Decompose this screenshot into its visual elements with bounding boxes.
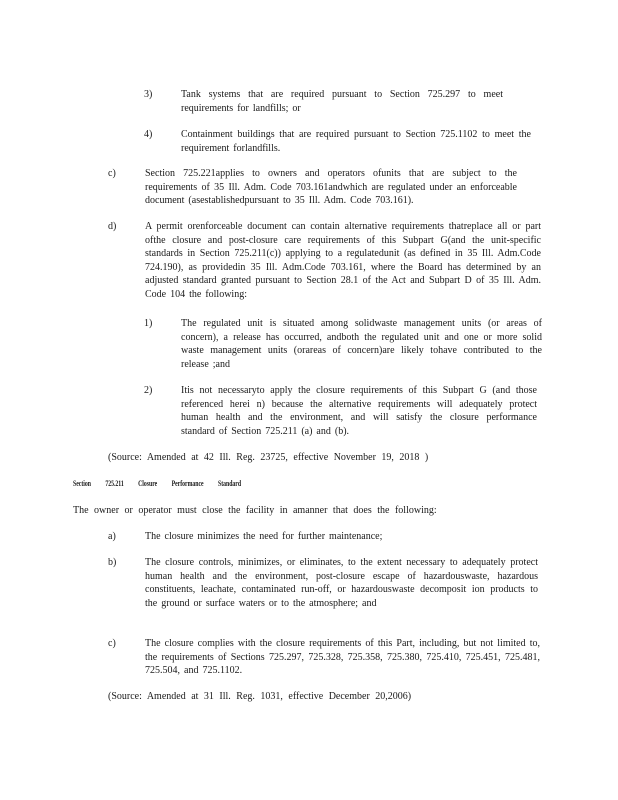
section-intro: The owner or operator must close the facility in amanner that does the following: bbox=[73, 505, 437, 516]
item-text: Section 725.221applies to owners and operators ofunits that are subject to the requirements of 35 Ill. Adm. Code 703.161andwhich are regulated under an enforceable document (asestablishedpursuant to 35 Ill. Adm. Code 703.161). bbox=[145, 168, 517, 206]
item-label: d) bbox=[108, 221, 117, 232]
item-label: c) bbox=[108, 168, 116, 179]
item-label: 4) bbox=[144, 129, 153, 140]
item-text: The closure minimizes the need for further maintenance; bbox=[145, 531, 383, 542]
item-text: The regulated unit is situated among solidwaste management units (or areas of concern), a release has occurred, andboth the regulated unit and one or more solid waste management units (orareas of concern)are likely tohave contributed to the release ;and bbox=[181, 318, 542, 370]
item-text: The closure complies with the closure requirements of this Part, including, but not limited to, the requirements of Sections 725.297, 725.328, 725.358, 725.380, 725.410, 725.451, 725.481, 725.504, and 725.1102. bbox=[145, 638, 540, 676]
item-label: b) bbox=[108, 557, 117, 568]
item-text: A permit orenforceable document can contain alternative requirements thatreplace all or part ofthe closure and post-closure care requirements of this Subpart G(and the unit-specific standards in Section 725.211(c)) applying to a regulatedunit (as defined in 35 Ill. Adm.Code 724.190), as providedin 35 Ill. Adm.Code 703.161, where the Board has determined by an adjusted standard granted pursuant to Section 28.1 of the Act and Subpart D of 35 Ill. Adm. Code 104 the following: bbox=[145, 221, 541, 300]
source-note: (Source: Amended at 42 Ill. Reg. 23725, effective November 19, 2018 ) bbox=[108, 452, 429, 463]
item-label: a) bbox=[108, 531, 116, 542]
item-text: Itis not necessaryto apply the closure requirements of this Subpart G (and those referenced herei n) because the alternative requirements will adequately protect human health and the environment, and will satisfy the closure performance standard of Section 725.211 (a) and (b). bbox=[181, 385, 537, 437]
item-text: Containment buildings that are required pursuant to Section 725.1102 to meet the requirement forlandfills. bbox=[181, 129, 531, 154]
item-text: Tank systems that are required pursuant to Section 725.297 to meet requirements for landfills; or bbox=[181, 89, 503, 114]
item-label: 2) bbox=[144, 385, 153, 396]
section-heading: Section 725.211 Closure Performance Standard bbox=[73, 479, 242, 488]
item-label: c) bbox=[108, 638, 116, 649]
item-label: 1) bbox=[144, 318, 153, 329]
item-label: 3) bbox=[144, 89, 153, 100]
source-note: (Source: Amended at 31 Ill. Reg. 1031, effective December 20,2006) bbox=[108, 691, 412, 702]
item-text: The closure controls, minimizes, or eliminates, to the extent necessary to adequately protect human health and the environment, post-closure escape of hazardouswaste, hazardous constituents, leachate, contaminated run-off, or hazardouswaste decomposit ion products to the ground or surface waters or to the atmosphere; and bbox=[145, 557, 538, 609]
